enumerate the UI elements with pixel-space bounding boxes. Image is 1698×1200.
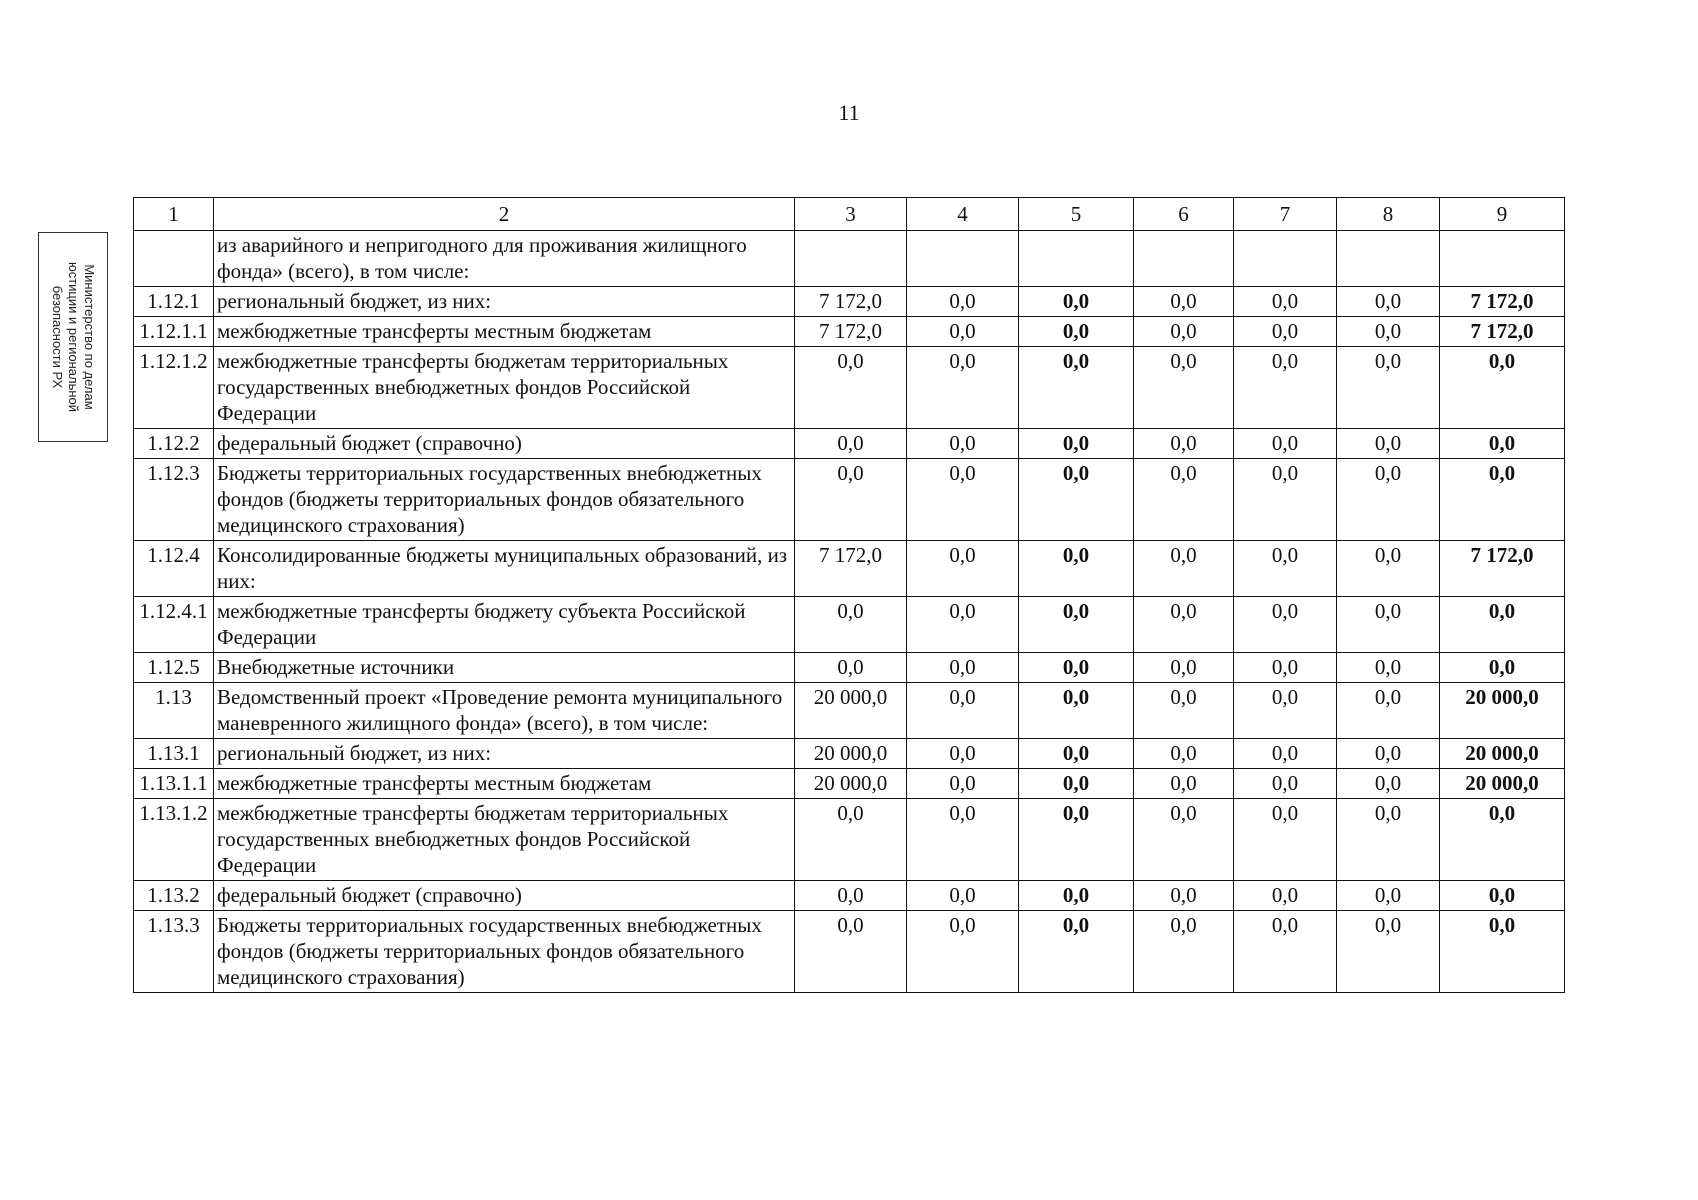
stamp-line: безопасности РХ	[50, 285, 65, 389]
value-cell: 0,0	[1134, 769, 1234, 799]
row-name: межбюджетные трансферты бюджету субъекта Российской Федерации	[214, 597, 795, 653]
row-code: 1.12.4	[134, 541, 214, 597]
value-cell: 0,0	[795, 911, 907, 993]
value-cell	[1134, 231, 1234, 287]
value-cell: 0,0	[907, 653, 1019, 683]
value-cell	[1234, 231, 1337, 287]
value-cell: 0,0	[1440, 347, 1565, 429]
value-cell: 0,0	[907, 769, 1019, 799]
value-cell: 0,0	[907, 429, 1019, 459]
value-cell: 0,0	[907, 881, 1019, 911]
value-cell: 0,0	[1440, 653, 1565, 683]
value-cell: 0,0	[1234, 739, 1337, 769]
value-cell: 0,0	[907, 683, 1019, 739]
value-cell: 0,0	[1337, 739, 1440, 769]
table-row	[134, 683, 1565, 739]
row-name: межбюджетные трансферты бюджетам территориальных государственных внебюджетных фондов Российской Федерации	[214, 799, 795, 881]
page-number: 11	[838, 100, 860, 125]
value-cell: 0,0	[1234, 683, 1337, 739]
row-code: 1.12.1.2	[134, 347, 214, 429]
value-cell: 0,0	[1019, 459, 1134, 541]
value-cell: 0,0	[795, 799, 907, 881]
table-row	[134, 769, 1565, 799]
value-cell: 7 172,0	[795, 541, 907, 597]
value-cell: 0,0	[907, 799, 1019, 881]
value-cell: 20 000,0	[1440, 739, 1565, 769]
row-code: 1.13.3	[134, 911, 214, 993]
value-cell: 0,0	[1134, 459, 1234, 541]
registration-stamp	[38, 232, 108, 442]
header-row	[134, 198, 1565, 231]
row-code: 1.13.1	[134, 739, 214, 769]
table-row	[134, 459, 1565, 541]
value-cell: 0,0	[907, 911, 1019, 993]
value-cell: 0,0	[1337, 347, 1440, 429]
value-cell: 0,0	[1234, 287, 1337, 317]
table-row	[134, 653, 1565, 683]
value-cell: 0,0	[1019, 347, 1134, 429]
row-name: межбюджетные трансферты бюджетам территориальных государственных внебюджетных фондов Российской Федерации	[214, 347, 795, 429]
value-cell: 0,0	[1134, 541, 1234, 597]
row-name: Ведомственный проект «Проведение ремонта муниципального маневренного жилищного фонда» (всего), в том числе:	[214, 683, 795, 739]
column-header: 3	[795, 198, 907, 231]
column-header: 5	[1019, 198, 1134, 231]
row-code: 1.12.1.1	[134, 317, 214, 347]
row-code: 1.12.4.1	[134, 597, 214, 653]
value-cell: 0,0	[795, 881, 907, 911]
value-cell: 0,0	[1234, 541, 1337, 597]
value-cell: 0,0	[1019, 739, 1134, 769]
value-cell: 0,0	[1134, 429, 1234, 459]
value-cell: 0,0	[1134, 597, 1234, 653]
value-cell: 0,0	[1019, 287, 1134, 317]
value-cell: 20 000,0	[795, 769, 907, 799]
value-cell: 0,0	[1134, 287, 1234, 317]
row-code: 1.13.1.1	[134, 769, 214, 799]
table-row	[134, 541, 1565, 597]
value-cell: 0,0	[795, 653, 907, 683]
table-row	[134, 597, 1565, 653]
table-row	[134, 231, 1565, 287]
value-cell: 0,0	[1134, 799, 1234, 881]
value-cell: 0,0	[1234, 799, 1337, 881]
row-name: Бюджеты территориальных государственных внебюджетных фондов (бюджеты территориальных фондов обязательного медицинского страхования)	[214, 911, 795, 993]
table-body	[134, 231, 1565, 993]
value-cell: 0,0	[1337, 541, 1440, 597]
value-cell: 0,0	[1134, 347, 1234, 429]
row-code: 1.12.1	[134, 287, 214, 317]
value-cell: 0,0	[1234, 347, 1337, 429]
value-cell: 0,0	[1337, 881, 1440, 911]
value-cell: 0,0	[1019, 317, 1134, 347]
budget-table	[133, 197, 1565, 993]
row-name: федеральный бюджет (справочно)	[214, 881, 795, 911]
value-cell: 0,0	[1019, 881, 1134, 911]
value-cell: 0,0	[1234, 769, 1337, 799]
column-header: 2	[214, 198, 795, 231]
table-row	[134, 739, 1565, 769]
value-cell: 7 172,0	[795, 287, 907, 317]
table-row	[134, 317, 1565, 347]
value-cell: 0,0	[1337, 597, 1440, 653]
value-cell: 7 172,0	[1440, 317, 1565, 347]
value-cell: 0,0	[1337, 429, 1440, 459]
column-header: 9	[1440, 198, 1565, 231]
value-cell: 0,0	[1019, 653, 1134, 683]
value-cell: 0,0	[1440, 429, 1565, 459]
value-cell: 0,0	[1134, 881, 1234, 911]
value-cell: 0,0	[1440, 799, 1565, 881]
value-cell: 0,0	[1234, 459, 1337, 541]
value-cell: 0,0	[1337, 459, 1440, 541]
value-cell: 0,0	[1337, 287, 1440, 317]
value-cell: 0,0	[907, 541, 1019, 597]
value-cell: 0,0	[1440, 597, 1565, 653]
row-code: 1.13.1.2	[134, 799, 214, 881]
column-header: 1	[134, 198, 214, 231]
value-cell: 0,0	[1337, 769, 1440, 799]
table-row	[134, 881, 1565, 911]
value-cell: 0,0	[1337, 683, 1440, 739]
stamp-line: Министерство по делам	[82, 264, 97, 410]
row-name: федеральный бюджет (справочно)	[214, 429, 795, 459]
value-cell: 7 172,0	[795, 317, 907, 347]
row-name: региональный бюджет, из них:	[214, 287, 795, 317]
value-cell: 0,0	[907, 459, 1019, 541]
stamp-line: юстиции и региональной	[66, 261, 81, 413]
column-header: 6	[1134, 198, 1234, 231]
row-code: 1.13	[134, 683, 214, 739]
column-header: 4	[907, 198, 1019, 231]
value-cell: 0,0	[1019, 769, 1134, 799]
row-name: из аварийного и непригодного для проживания жилищного фонда» (всего), в том числе:	[214, 231, 795, 287]
value-cell: 0,0	[907, 597, 1019, 653]
value-cell: 0,0	[795, 347, 907, 429]
row-name: региональный бюджет, из них:	[214, 739, 795, 769]
value-cell	[795, 231, 907, 287]
value-cell: 20 000,0	[795, 739, 907, 769]
row-code: 1.12.2	[134, 429, 214, 459]
value-cell: 0,0	[1134, 911, 1234, 993]
value-cell	[1019, 231, 1134, 287]
value-cell: 7 172,0	[1440, 287, 1565, 317]
row-name: межбюджетные трансферты местным бюджетам	[214, 769, 795, 799]
value-cell: 0,0	[1019, 597, 1134, 653]
value-cell: 20 000,0	[1440, 683, 1565, 739]
value-cell: 0,0	[1134, 317, 1234, 347]
value-cell: 0,0	[1234, 317, 1337, 347]
value-cell: 0,0	[1337, 799, 1440, 881]
value-cell: 0,0	[1337, 911, 1440, 993]
value-cell: 0,0	[1337, 653, 1440, 683]
value-cell: 7 172,0	[1440, 541, 1565, 597]
value-cell: 0,0	[1234, 881, 1337, 911]
value-cell: 0,0	[795, 429, 907, 459]
column-header: 7	[1234, 198, 1337, 231]
row-code: 1.12.3	[134, 459, 214, 541]
value-cell: 0,0	[907, 287, 1019, 317]
value-cell	[907, 231, 1019, 287]
table-row	[134, 429, 1565, 459]
table-row	[134, 287, 1565, 317]
table-row	[134, 911, 1565, 993]
row-name: Бюджеты территориальных государственных внебюджетных фондов (бюджеты территориальных фондов обязательного медицинского страхования)	[214, 459, 795, 541]
value-cell: 20 000,0	[1440, 769, 1565, 799]
value-cell: 0,0	[795, 459, 907, 541]
value-cell: 0,0	[795, 597, 907, 653]
column-header: 8	[1337, 198, 1440, 231]
row-code: 1.13.2	[134, 881, 214, 911]
value-cell: 0,0	[1019, 683, 1134, 739]
row-name: Внебюджетные источники	[214, 653, 795, 683]
value-cell: 0,0	[1234, 911, 1337, 993]
row-code	[134, 231, 214, 287]
value-cell: 0,0	[1234, 429, 1337, 459]
value-cell: 0,0	[1234, 597, 1337, 653]
value-cell: 0,0	[1134, 653, 1234, 683]
value-cell: 0,0	[1019, 541, 1134, 597]
table-row	[134, 799, 1565, 881]
value-cell: 0,0	[907, 347, 1019, 429]
row-name: межбюджетные трансферты местным бюджетам	[214, 317, 795, 347]
value-cell: 0,0	[1019, 799, 1134, 881]
value-cell: 0,0	[1234, 653, 1337, 683]
value-cell: 20 000,0	[795, 683, 907, 739]
table-row	[134, 347, 1565, 429]
value-cell: 0,0	[1440, 459, 1565, 541]
value-cell: 0,0	[1019, 911, 1134, 993]
value-cell: 0,0	[907, 739, 1019, 769]
value-cell: 0,0	[1440, 881, 1565, 911]
row-name: Консолидированные бюджеты муниципальных образований, из них:	[214, 541, 795, 597]
value-cell: 0,0	[1019, 429, 1134, 459]
value-cell: 0,0	[1134, 739, 1234, 769]
value-cell: 0,0	[1440, 911, 1565, 993]
value-cell	[1440, 231, 1565, 287]
value-cell: 0,0	[907, 317, 1019, 347]
value-cell: 0,0	[1337, 317, 1440, 347]
value-cell: 0,0	[1134, 683, 1234, 739]
row-code: 1.12.5	[134, 653, 214, 683]
stamp-text	[49, 234, 97, 440]
value-cell	[1337, 231, 1440, 287]
